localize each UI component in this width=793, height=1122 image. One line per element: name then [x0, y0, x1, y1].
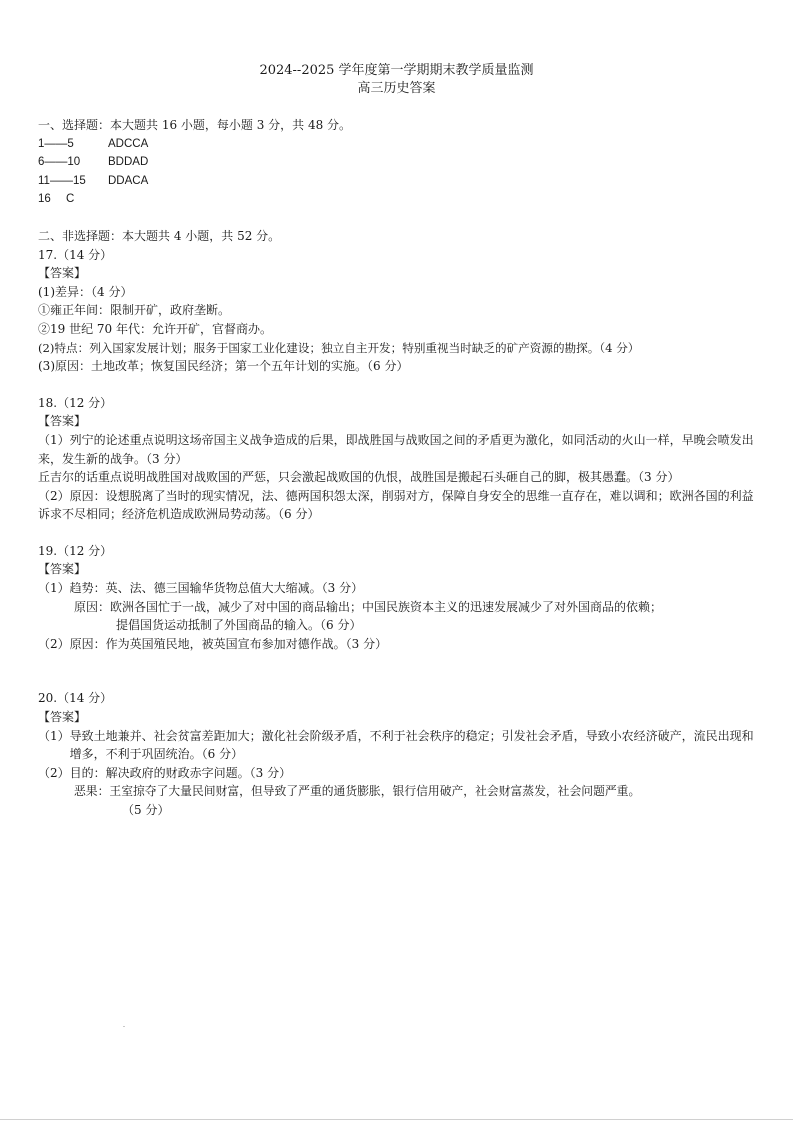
q20-part2	[38, 764, 758, 783]
q19-part1-label: （1）	[38, 581, 70, 596]
q19-reason-line: 原因：欧洲各国忙于一战，减少了对中国的商品输出；中国民族资本主义的迅速发展减少了对外国商品的依赖；	[74, 599, 663, 614]
q18-answer-tag: 【答案】	[38, 414, 87, 429]
q17-line: (1)差异：（4 分）	[38, 284, 133, 299]
choice-range: 16	[38, 193, 51, 206]
q20-part1	[38, 727, 758, 764]
q20-answer-tag: 【答案】	[38, 710, 87, 725]
q18-paragraph: 丘吉尔的话重点说明战胜国对战败国的严惩，只会激起战败国的仇恨，战胜国是搬起石头砸自己的脚，极其愚蠢。（3 分）	[38, 470, 680, 485]
choice-answer-row	[38, 190, 758, 209]
q17-title: 17.（14 分）	[38, 247, 113, 262]
q19-answer-tag: 【答案】	[38, 562, 87, 577]
section2-heading: 二、非选择题：本大题共 4 小题，共 52 分。	[38, 228, 281, 243]
choice-value: DDACA	[108, 174, 149, 187]
q20-part2-text: 目的：解决政府的财政赤字问题。（3 分）	[69, 765, 292, 780]
q18-title: 18.（12 分）	[38, 395, 113, 410]
q19-title: 19.（12 分）	[38, 543, 113, 558]
choice-answer-row	[38, 135, 758, 154]
choice-value: BDDAD	[108, 156, 149, 169]
q20-part1-label: （1）	[38, 728, 70, 743]
choice-answer-row	[38, 153, 758, 172]
choice-value: C	[66, 193, 75, 206]
q19-part2	[38, 635, 758, 654]
q19-part2-text: 原因：作为英国殖民地，被英国宣布参加对德作战。（3 分）	[69, 636, 388, 651]
q20-consequence-score: （5 分）	[122, 803, 170, 817]
choice-range: 6——10	[38, 156, 81, 169]
q18-paragraph: （2）原因：设想脱离了当时的现实情况，法、德两国积怨太深，削弱对方，保障自身安全的思维一直存在，难以调和；欧洲各国的利益诉求不尽相同；经济危机造成欧洲局势动荡。（6 分）	[38, 488, 754, 522]
q18-paragraph: （1）列宁的论述重点说明这场帝国主义战争造成的后果，即战胜国与战败国之间的矛盾更为激化，如同活动的火山一样，早晚会喷发出来，发生新的战争。（3 分）	[38, 432, 754, 466]
q17-line: (3)原因：土地改革；恢复国民经济；第一个五年计划的实施。（6 分）	[38, 359, 409, 374]
q19-part2-label: （2）	[38, 636, 70, 651]
q17-line: (2)特点：列入国家发展计划；服务于国家工业化建设；独立自主开发；特别重视当时缺乏的矿产资源的勘探。（4 分）	[38, 340, 640, 355]
document-title: 2024--2025 学年度第一学期期末教学质量监测	[259, 63, 534, 78]
q20-part2-label: （2）	[38, 765, 70, 780]
q17-line: ②19 世纪 70 年代：允许开矿，官督商办。	[38, 321, 272, 336]
q19-part1-text: 趋势：英、法、德三国输华货物总值大大缩减。（3 分）	[69, 581, 364, 596]
choice-answer-row	[38, 172, 758, 191]
section1-heading: 一、选择题：本大题共 16 小题，每小题 3 分，共 48 分。	[38, 118, 352, 132]
choice-range: 11——15	[38, 174, 86, 187]
q17-answer-tag: 【答案】	[38, 266, 87, 281]
document-subtitle: 高三历史答案	[357, 81, 436, 96]
q19-part1	[38, 579, 758, 598]
q20-title: 20.（14 分）	[38, 691, 113, 706]
q19-reason-line: 提倡国货运动抵制了外国商品的输入。（6 分）	[116, 618, 362, 633]
choice-value: ADCCA	[108, 137, 149, 150]
q17-line: ①雍正年间：限制开矿，政府垄断。	[38, 303, 231, 318]
q20-consequence-line: 恶果：王室掠夺了大量民间财富，但导致了严重的通货膨胀，银行信用破产，社会财富蒸发，社会问题严重。	[74, 784, 641, 799]
page-bottom-edge	[0, 1119, 793, 1120]
scan-speck	[123, 1026, 125, 1027]
choice-range: 1——5	[38, 137, 74, 150]
q20-part1-text: 导致土地兼并、社会贫富差距加大；激化社会阶级矛盾，不利于社会秩序的稳定；引发社会矛盾，导致小农经济破产，流民出现和增多，不利于巩固统治。（6 分）	[69, 728, 754, 762]
answer-content	[38, 116, 758, 820]
